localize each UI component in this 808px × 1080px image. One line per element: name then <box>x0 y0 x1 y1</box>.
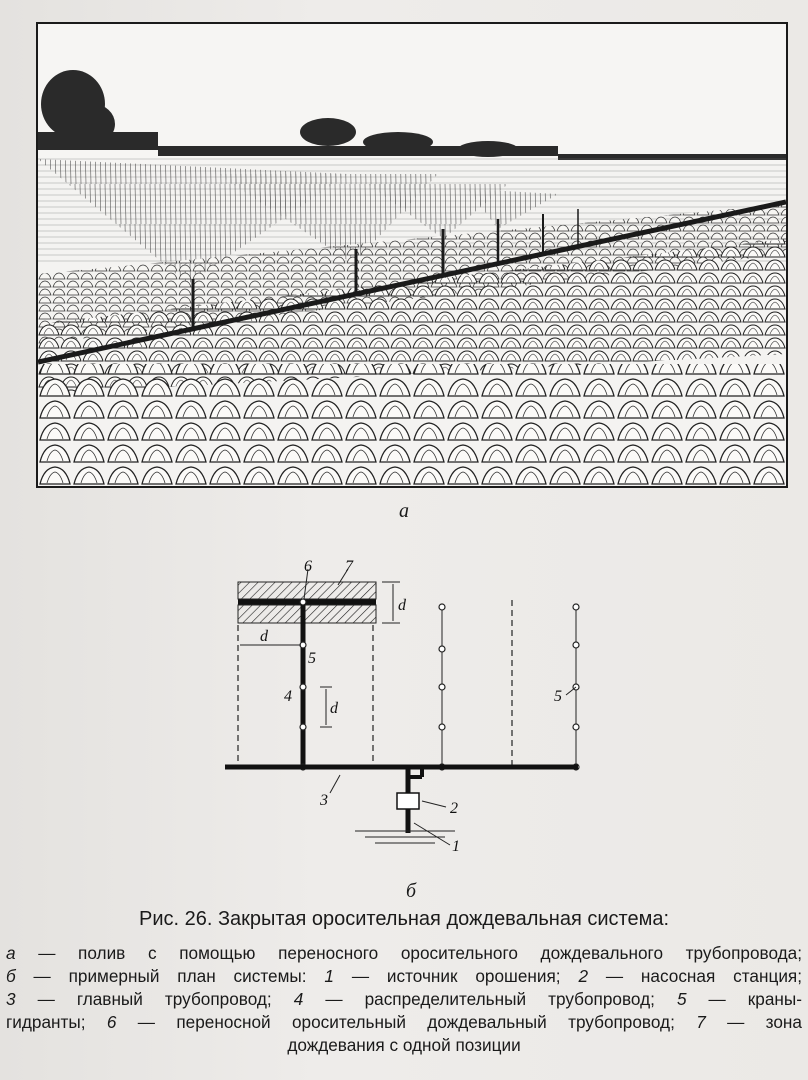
caption-text-hydrants: гидранты; <box>6 1012 107 1032</box>
caption-key-3: 3 <box>6 989 16 1009</box>
caption-text-a: — полив с помощью переносного оросительного дождевального трубопровода; <box>15 943 802 963</box>
label-2: 2 <box>450 800 458 817</box>
sprinkler-field-illustration <box>36 22 788 488</box>
caption-key-5: 5 <box>676 989 687 1009</box>
caption-line-5: дождевания с одной позиции <box>287 1035 521 1055</box>
label-4: 4 <box>284 688 292 705</box>
plan-drawing <box>200 555 600 855</box>
water-source <box>355 831 455 843</box>
label-3: 3 <box>320 792 328 809</box>
caption-line-3 <box>6 988 802 1011</box>
caption-text-2: — насосная станция; <box>588 966 803 986</box>
label-d-spacing: d <box>260 628 268 645</box>
caption-key-a: а <box>6 943 16 963</box>
caption-text-4: — распределительный трубопровод; <box>303 989 677 1009</box>
sprinkling-zone-top <box>238 582 376 599</box>
caption-key-b: б <box>6 966 16 986</box>
caption-key-6: 6 <box>106 1012 117 1032</box>
part-b-label: б <box>405 880 417 902</box>
caption-text-7: — зона <box>705 1012 802 1032</box>
pumping-station <box>397 793 419 809</box>
label-1: 1 <box>452 838 460 855</box>
label-5-left: 5 <box>308 650 316 667</box>
irrigation-system-plan <box>200 555 600 855</box>
caption-key-7: 7 <box>696 1012 706 1032</box>
caption-line-4 <box>6 1011 802 1034</box>
illustration-drawing <box>38 24 786 486</box>
label-d-hydrant: d <box>330 700 338 717</box>
label-d-zone: d <box>398 597 406 614</box>
sprinkling-zone-bottom <box>238 605 376 623</box>
caption-text-b: — примерный план системы: <box>15 966 325 986</box>
figure-caption-title: Рис. 26. Закрытая оросительная дождевальная система: <box>138 908 670 930</box>
hydrants <box>300 599 579 770</box>
caption-key-2: 2 <box>578 966 589 986</box>
caption-line-1 <box>6 942 802 965</box>
caption-key-1: 1 <box>324 966 334 986</box>
label-6: 6 <box>304 558 312 575</box>
caption-key-4: 4 <box>293 989 304 1009</box>
part-a-label: а <box>399 500 409 522</box>
label-5-right: 5 <box>554 688 562 705</box>
caption-text-5: — краны- <box>686 989 802 1009</box>
caption-text-6: — переносной оросительный дождевальный трубопровод; <box>116 1012 697 1032</box>
caption-line-2 <box>6 965 802 988</box>
caption-text-1: — источник орошения; <box>333 966 579 986</box>
caption-text-3: — главный трубопровод; <box>15 989 294 1009</box>
label-7: 7 <box>345 558 353 575</box>
figure-caption-body <box>6 942 802 1057</box>
